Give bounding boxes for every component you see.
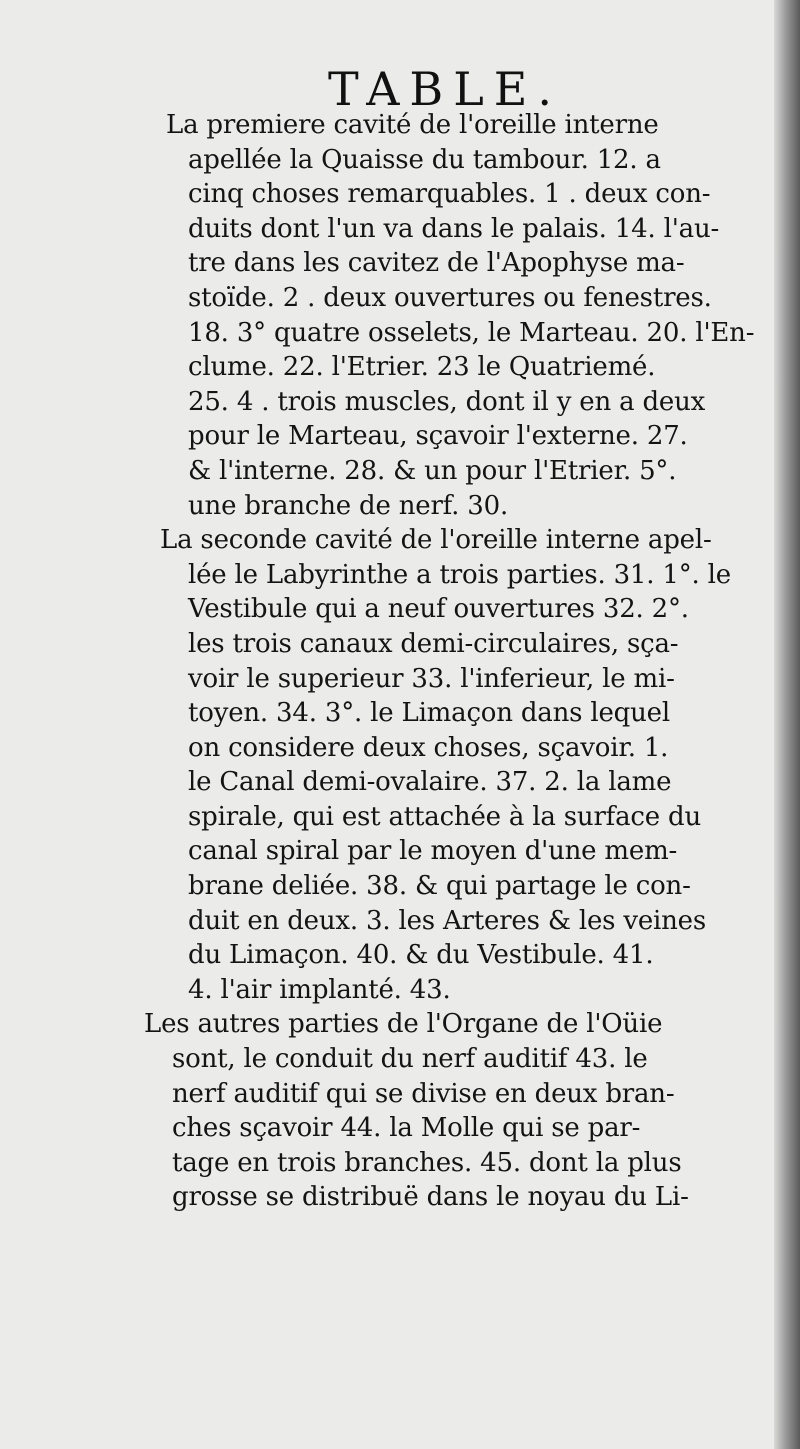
text-line: La premiere cavité de l'oreille interne: [166, 110, 659, 140]
text-line: voir le superieur 33. l'inferieur, le mi-: [188, 663, 675, 694]
text-line: toyen. 34. 3°. le Limaçon dans lequel: [188, 698, 670, 729]
text-line: Les autres parties de l'Organe de l'Oüie: [144, 1009, 663, 1040]
text-line: on considere deux choses, sçavoir. 1.: [188, 732, 669, 763]
text-line: pour le Marteau, sçavoir l'externe. 27.: [188, 421, 688, 452]
text-line: duit en deux. 3. les Arteres & les veines: [188, 905, 707, 936]
text-line: les trois canaux demi-circulaires, sça-: [188, 628, 679, 659]
text-line: stoïde. 2 . deux ouvertures ou fenestres.: [188, 282, 712, 313]
text-line: lée le Labyrinthe a trois parties. 31. 1°. le: [188, 559, 731, 590]
text-line: La seconde cavité de l'oreille interne apel-: [160, 525, 712, 556]
text-line: le Canal demi-ovalaire. 37. 2. la lame: [188, 767, 672, 798]
table-entries: [0, 108, 800, 1215]
text-line: cinq choses remarquables. 1 . deux con-: [188, 179, 711, 210]
text-line: tage en trois branches. 45. dont la plus: [172, 1147, 682, 1178]
text-line: 18. 3° quatre osselets, le Marteau. 20. l'En-: [188, 317, 755, 348]
text-line: brane deliée. 38. & qui partage le con-: [188, 871, 691, 902]
text-line: ches sçavoir 44. la Molle qui se par-: [172, 1113, 641, 1144]
text-line: tre dans les cavitez de l'Apophyse ma-: [188, 248, 685, 279]
text-line: 4. l'air implanté. 43.: [188, 974, 451, 1005]
text-line: duits dont l'un va dans le palais. 14. l'au-: [188, 213, 720, 244]
entry-paragraph-3: [0, 1007, 800, 1215]
text-line: grosse se distribuë dans le noyau du Li-: [172, 1182, 689, 1213]
text-line: 25. 4 . trois muscles, dont il y en a deux: [188, 386, 706, 417]
text-line: & l'interne. 28. & un pour l'Etrier. 5°.: [188, 455, 677, 486]
page-title: TABLE.: [328, 62, 562, 116]
text-line: nerf auditif qui se divise en deux bran-: [172, 1078, 675, 1109]
text-line: Vestibule qui a neuf ouvertures 32. 2°.: [188, 594, 689, 625]
entry-paragraph-1: [0, 108, 800, 523]
text-line: apellée la Quaisse du tambour. 12. a: [188, 144, 661, 175]
text-line: spirale, qui est attachée à la surface du: [188, 801, 702, 832]
text-line: canal spiral par le moyen d'une mem-: [188, 836, 678, 867]
text-line: clume. 22. l'Etrier. 23 le Quatriemé.: [188, 352, 656, 383]
text-line: sont, le conduit du nerf auditif 43. le: [172, 1044, 648, 1075]
entry-paragraph-2: [0, 523, 800, 1007]
text-line: du Limaçon. 40. & du Vestibule. 41.: [188, 940, 654, 971]
text-line: une branche de nerf. 30.: [188, 490, 509, 521]
